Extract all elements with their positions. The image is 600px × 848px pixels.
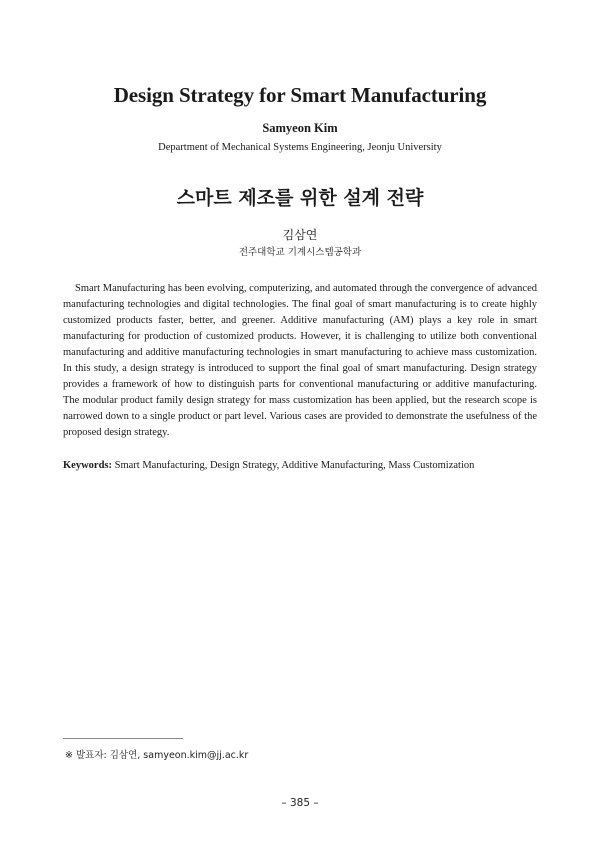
paper-title-english: Design Strategy for Smart Manufacturing bbox=[113, 83, 487, 107]
author-name-english: Samyeon Kim bbox=[262, 121, 338, 135]
affiliation-english: Department of Mechanical Systems Engineering, Jeonju University bbox=[158, 142, 442, 153]
page-number: – 385 – bbox=[281, 797, 319, 809]
affiliation-korean: 전주대학교 기계시스템공학과 bbox=[238, 247, 362, 258]
presenter-footnote: ※ 발표자: 김삼연, samyeon.kim@jj.ac.kr bbox=[65, 750, 249, 761]
keywords-line bbox=[63, 458, 537, 474]
keywords-label: Keywords: bbox=[63, 460, 112, 471]
paper-title-korean: 스마트 제조를 위한 설계 전략 bbox=[176, 187, 424, 209]
abstract-paragraph: Smart Manufacturing has been evolving, computerizing, and automated through the convergence of advanced manufacturing technologies and digital technologies. The final goal of smart manufacturing is to create highly customized products faster, better, and greener. Additive manufacturing (AM) plays a key role in smart manufacturing for production of customized products. However, it is challenging to utilize both conventional manufacturing and additive manufacturing technologies in smart manufacturing to achieve mass customization. In this study, a design strategy is introduced to support the final goal of smart manufacturing. Design strategy provides a framework of how to distinguish parts for conventional manufacturing or additive manufacturing. The modular product family design strategy for mass customization has been applied, but the research scope is narrowed down to a single product or part level. Various cases are provided to demonstrate the usefulness of the proposed design strategy. bbox=[63, 283, 537, 438]
keywords-list: Smart Manufacturing, Design Strategy, Additive Manufacturing, Mass Customization bbox=[114, 460, 475, 471]
author-name-korean: 김삼연 bbox=[282, 228, 318, 242]
footnote-divider bbox=[63, 738, 183, 739]
